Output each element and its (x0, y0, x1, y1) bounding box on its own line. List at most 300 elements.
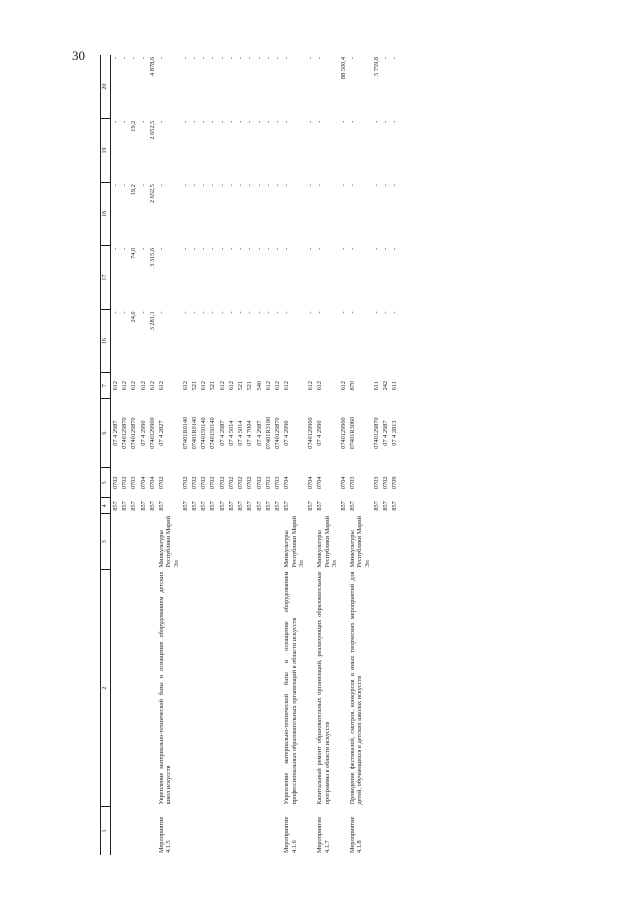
ministry-code-cell: 857 (227, 501, 235, 511)
amount-cell-18: - (382, 184, 390, 187)
amount-cell-16: - (274, 311, 282, 314)
amount-cell-18: - (307, 184, 315, 187)
amount-cell-16: - (283, 311, 291, 314)
amount-cell-18: 19,2 (130, 184, 138, 196)
amount-cell-17: - (382, 247, 390, 250)
executor-cell (208, 514, 217, 569)
amount-cell-17: - (283, 247, 291, 250)
amount-cell-17: - (349, 247, 357, 250)
executor-cell (339, 514, 348, 569)
ministry-code-cell: 857 (111, 501, 119, 511)
expense-type-cell: 612 (274, 380, 282, 391)
amount-cell-20: - (283, 57, 291, 60)
amount-cell-16: - (158, 311, 166, 314)
amount-cell-18: - (283, 184, 291, 187)
column-header: 1 (101, 806, 111, 855)
description-cell: Капитальный ремонт образовательных организаций, реализующих образовательные программы в области искусств (316, 571, 331, 805)
amount-cell-19: - (316, 120, 324, 123)
amount-cell-16: - (191, 311, 198, 314)
executor-cell (148, 514, 157, 569)
section-code-cell: 0702 (255, 476, 263, 490)
amount-cell-20: - (111, 57, 119, 60)
table-row (245, 55, 254, 855)
amount-cell-18: - (349, 184, 357, 187)
executor-cell (273, 514, 282, 569)
amount-cell-18: - (158, 184, 166, 187)
section-code-cell: 0703 (349, 476, 357, 490)
table-row (372, 55, 381, 855)
table-row (315, 55, 339, 855)
section-code-cell: 0702 (200, 476, 208, 490)
amount-cell-18: - (391, 184, 399, 187)
expense-type-cell: 612 (200, 380, 208, 391)
measure-cell (245, 806, 254, 855)
amount-cell-19: - (181, 120, 189, 123)
section-code-cell: 0702 (209, 476, 217, 490)
expense-type-cell: 611 (391, 381, 399, 391)
description-cell (372, 569, 381, 806)
table-row (390, 55, 399, 855)
amount-cell-20: - (274, 57, 282, 60)
expense-type-cell: 870 (349, 380, 357, 391)
target-code-cell: 07 4 2987 (111, 420, 119, 446)
description-cell (339, 569, 348, 806)
target-code-cell: 0740129900 (339, 417, 347, 449)
column-header: 19 (101, 119, 111, 183)
description-cell: Проведение фестивалей, смотров, конкурсов и иных творческих мероприятий для детей, обучающихся в детских школах искусств (349, 571, 364, 805)
column-header: 6 (101, 398, 111, 467)
expense-type-cell: 612 (111, 380, 119, 391)
table-row (110, 55, 120, 855)
column-header: 20 (101, 55, 111, 119)
amount-cell-19: - (237, 120, 245, 123)
ministry-code-cell: 857 (191, 501, 198, 511)
amount-cell-17: - (121, 247, 129, 250)
column-header: 2 (101, 569, 111, 806)
expense-type-cell: 612 (339, 380, 347, 391)
target-code-cell: 07 4 2990 (316, 420, 324, 446)
table-row (157, 55, 181, 855)
expense-type-cell: 612 (181, 380, 189, 391)
measure-cell (110, 806, 120, 855)
table-row (208, 55, 217, 855)
table-row (236, 55, 245, 855)
amount-cell-16: 24,0 (130, 311, 138, 323)
executor-cell: Минкультуры Республики Марий Эл (316, 516, 338, 568)
target-code-cell: 07 4 2827 (158, 420, 166, 446)
description-cell (255, 569, 264, 806)
budget-table (100, 55, 400, 855)
description-cell (236, 569, 245, 806)
table-row (348, 55, 372, 855)
amount-cell-18: - (191, 184, 198, 187)
table-row (381, 55, 390, 855)
measure-cell (218, 806, 227, 855)
amount-cell-19: - (111, 120, 119, 123)
amount-cell-18: - (111, 184, 119, 187)
amount-cell-19: - (372, 120, 380, 123)
section-code-cell: 0703 (264, 476, 272, 490)
amount-cell-16: - (264, 311, 272, 314)
expense-type-cell: 612 (148, 380, 156, 391)
amount-cell-16: - (237, 311, 245, 314)
table-body (110, 55, 399, 855)
executor-cell (236, 514, 245, 569)
target-code-cell: 07 4 2987 (218, 420, 226, 446)
amount-cell-19: - (227, 120, 235, 123)
amount-cell-16: - (181, 311, 189, 314)
executor-cell (129, 514, 138, 569)
measure-cell: Мероприятие 4.1.7 (316, 816, 331, 853)
ministry-code-cell: 857 (349, 501, 357, 511)
description-cell (227, 569, 236, 806)
executor-cell (381, 514, 390, 569)
table-row (227, 55, 236, 855)
description-cell (129, 569, 138, 806)
amount-cell-16: 3 281,1 (148, 311, 156, 331)
expense-type-cell: 521 (237, 380, 245, 391)
amount-cell-16: - (316, 311, 324, 314)
ministry-code-cell: 857 (181, 501, 189, 511)
amount-cell-19: - (139, 120, 147, 123)
amount-cell-19: 2 652,5 (148, 120, 156, 140)
column-header: 7 (101, 373, 111, 398)
amount-cell-18: - (316, 184, 324, 187)
amount-cell-17: - (209, 247, 217, 250)
section-code-cell: 0704 (339, 476, 347, 490)
amount-cell-16: - (349, 311, 357, 314)
ministry-code-cell: 857 (391, 501, 399, 511)
ministry-code-cell: 857 (218, 501, 226, 511)
amount-cell-20: - (227, 57, 235, 60)
description-cell (245, 569, 254, 806)
description-cell (390, 569, 399, 806)
expense-type-cell: 612 (121, 380, 129, 391)
executor-cell (218, 514, 227, 569)
expense-type-cell: 612 (264, 380, 272, 391)
target-code-cell: 07 4 2990 (139, 420, 147, 446)
section-code-cell: 0704 (148, 476, 156, 490)
amount-cell-18: - (264, 184, 272, 187)
table-row (282, 55, 306, 855)
target-code-cell: 0740150140 (200, 417, 208, 449)
expense-type-cell: 540 (255, 380, 263, 391)
amount-cell-19: - (246, 120, 254, 123)
column-header: 16 (101, 309, 111, 373)
expense-type-cell: 612 (158, 380, 166, 391)
amount-cell-18: - (209, 184, 217, 187)
amount-cell-17: - (255, 247, 263, 250)
executor-cell (199, 514, 208, 569)
amount-cell-16: - (246, 311, 254, 314)
amount-cell-17: - (339, 247, 347, 250)
expense-type-cell: 521 (246, 380, 254, 391)
amount-cell-19: - (274, 120, 282, 123)
table-row (129, 55, 138, 855)
section-code-cell: 0702 (181, 476, 189, 490)
description-cell (264, 569, 273, 806)
amount-cell-18: - (181, 184, 189, 187)
amount-cell-17: - (158, 247, 166, 250)
ministry-code-cell: 857 (382, 501, 390, 511)
measure-cell: Мероприятие 4.1.6 (283, 816, 298, 853)
section-code-cell: 0702 (227, 476, 235, 490)
measure-cell (236, 806, 245, 855)
amount-cell-18: - (200, 184, 208, 187)
amount-cell-17: - (200, 247, 208, 250)
amount-cell-20: - (391, 57, 399, 60)
measure-cell (381, 806, 390, 855)
amount-cell-17: - (246, 247, 254, 250)
amount-cell-20: - (200, 57, 208, 60)
amount-cell-20: - (121, 57, 129, 60)
amount-cell-17: - (316, 247, 324, 250)
amount-cell-17: - (307, 247, 315, 250)
target-code-cell: 07401R0140 (181, 416, 189, 450)
column-header: 5 (101, 468, 111, 498)
header-row (101, 55, 111, 855)
measure-cell: Мероприятие 4.1.5 (158, 816, 173, 853)
target-code-cell: 07 4 2813 (391, 420, 399, 446)
amount-cell-17: - (218, 247, 226, 250)
measure-cell (264, 806, 273, 855)
section-code-cell: 0703 (372, 476, 380, 490)
column-header: 4 (101, 498, 111, 514)
amount-cell-20: 5 759,8 (372, 57, 380, 76)
target-code-cell: 07401R3060 (349, 416, 357, 450)
column-header: 17 (101, 246, 111, 310)
table-row (339, 55, 348, 855)
amount-cell-16: - (121, 311, 129, 314)
section-code-cell: 0704 (139, 476, 147, 490)
amount-cell-19: - (191, 120, 198, 123)
description-cell (199, 569, 208, 806)
executor-cell (372, 514, 381, 569)
amount-cell-17: - (181, 247, 189, 250)
expense-type-cell: 612 (316, 380, 324, 391)
amount-cell-19: - (200, 120, 208, 123)
measure-cell (273, 806, 282, 855)
amount-cell-18: - (121, 184, 129, 187)
measure-cell (227, 806, 236, 855)
executor-cell: Минкультуры Республики Марий Эл (158, 516, 180, 568)
table-row (306, 55, 315, 855)
section-code-cell: 0702 (111, 476, 119, 490)
executor-cell (139, 514, 148, 569)
expense-type-cell: 612 (283, 380, 291, 391)
section-code-cell: 0702 (158, 476, 166, 490)
measure-cell (339, 806, 348, 855)
amount-cell-19: - (121, 120, 129, 123)
description-cell: Укрепление материально-технической базы и оснащение оборудованием детских школ искусств (158, 571, 173, 805)
amount-cell-16: - (255, 311, 263, 314)
ministry-code-cell: 857 (148, 501, 156, 511)
amount-cell-16: - (139, 311, 147, 314)
ministry-code-cell: 857 (246, 501, 254, 511)
description-cell (381, 569, 390, 806)
amount-cell-20: - (130, 57, 138, 60)
amount-cell-17: - (274, 247, 282, 250)
section-code-cell: 0709 (391, 476, 399, 490)
measure-cell (199, 806, 208, 855)
amount-cell-17: - (391, 247, 399, 250)
measure-cell (372, 806, 381, 855)
amount-cell-16: - (339, 311, 347, 314)
table-row (148, 55, 157, 855)
amount-cell-20: - (246, 57, 254, 60)
table-row (199, 55, 208, 855)
ministry-code-cell: 857 (158, 501, 166, 511)
amount-cell-16: - (209, 311, 217, 314)
target-code-cell: 07 4 5014 (237, 420, 245, 446)
amount-cell-17: - (372, 247, 380, 250)
amount-cell-20: - (382, 57, 390, 60)
amount-cell-18: - (372, 184, 380, 187)
ministry-code-cell: 857 (339, 501, 347, 511)
expense-type-cell: 612 (130, 380, 138, 391)
amount-cell-20: - (191, 57, 198, 60)
expense-type-cell: 611 (372, 381, 380, 391)
amount-cell-20: - (181, 57, 189, 60)
measure-cell (129, 806, 138, 855)
description-cell (190, 569, 199, 806)
target-code-cell: 07 4 7004 (246, 420, 254, 446)
ministry-code-cell: 857 (209, 501, 217, 511)
ministry-code-cell: 857 (264, 501, 272, 511)
expense-type-cell: 612 (227, 380, 235, 391)
amount-cell-18: - (274, 184, 282, 187)
executor-cell: Минкультуры Республики Марий Эл (349, 516, 371, 568)
amount-cell-18: - (227, 184, 235, 187)
amount-cell-19: - (307, 120, 315, 123)
measure-cell (139, 806, 148, 855)
amount-cell-20: - (255, 57, 263, 60)
target-code-cell: 07 4 2987 (382, 420, 390, 446)
target-code-cell: 0740150140 (209, 417, 217, 449)
section-code-cell: 0704 (307, 476, 315, 490)
description-cell (139, 569, 148, 806)
executor-cell (306, 514, 315, 569)
target-code-cell: 07 4 2987 (255, 420, 263, 446)
amount-cell-16: - (200, 311, 208, 314)
amount-cell-18: - (255, 184, 263, 187)
description-cell (218, 569, 227, 806)
amount-cell-16: - (372, 311, 380, 314)
target-code-cell: 0740129900 (307, 417, 315, 449)
expense-type-cell: 242 (382, 380, 390, 391)
executor-cell (110, 514, 120, 569)
executor-cell (190, 514, 199, 569)
measure-cell (148, 806, 157, 855)
description-cell (273, 569, 282, 806)
amount-cell-18: - (218, 184, 226, 187)
amount-cell-17: - (191, 247, 198, 250)
amount-cell-19: - (349, 120, 357, 123)
ministry-code-cell: 857 (237, 501, 245, 511)
table-row (139, 55, 148, 855)
section-code-cell: 0702 (237, 476, 245, 490)
amount-cell-18: 2 652,5 (148, 184, 156, 204)
ministry-code-cell: 857 (121, 501, 129, 511)
table-row (218, 55, 227, 855)
description-cell (181, 569, 190, 806)
column-header: 3 (101, 514, 111, 569)
section-code-cell: 0702 (382, 476, 390, 490)
table-row (264, 55, 273, 855)
amount-cell-18: - (246, 184, 254, 187)
executor-cell (181, 514, 190, 569)
description-cell (120, 569, 129, 806)
amount-cell-16: - (307, 311, 315, 314)
amount-cell-20: - (307, 57, 315, 60)
executor-cell (120, 514, 129, 569)
ministry-code-cell: 857 (307, 501, 315, 511)
expense-type-cell: 612 (307, 380, 315, 391)
amount-cell-16: - (391, 311, 399, 314)
section-code-cell: 0704 (316, 476, 324, 490)
ministry-code-cell: 857 (283, 501, 291, 511)
table-row (120, 55, 129, 855)
amount-cell-19: - (339, 120, 347, 123)
executor-cell (245, 514, 254, 569)
ministry-code-cell: 857 (274, 501, 282, 511)
page-number: 30 (72, 48, 85, 63)
target-code-cell: 0740129900 (148, 417, 156, 449)
table-row (255, 55, 264, 855)
executor-cell: Минкультуры Республики Марий Эл (283, 516, 305, 568)
amount-cell-19: - (264, 120, 272, 123)
section-code-cell: 0702 (121, 476, 129, 490)
amount-cell-17: - (139, 247, 147, 250)
executor-cell (255, 514, 264, 569)
expense-type-cell: 612 (139, 380, 147, 391)
amount-cell-19: - (382, 120, 390, 123)
rotated-table-sheet (100, 55, 620, 855)
ministry-code-cell: 857 (316, 501, 324, 511)
amount-cell-20: - (264, 57, 272, 60)
amount-cell-17: 3 315,6 (148, 247, 156, 267)
table-row (181, 55, 190, 855)
amount-cell-16: - (111, 311, 119, 314)
amount-cell-20: - (316, 57, 324, 60)
section-code-cell: 0703 (274, 476, 282, 490)
target-code-cell: 0740129870 (274, 417, 282, 449)
measure-cell (255, 806, 264, 855)
amount-cell-19: - (391, 120, 399, 123)
expense-type-cell: 612 (218, 380, 226, 391)
section-code-cell: 0704 (283, 476, 291, 490)
description-cell (148, 569, 157, 806)
amount-cell-17: - (264, 247, 272, 250)
target-code-cell: 0740129870 (130, 417, 138, 449)
description-cell (306, 569, 315, 806)
measure-cell (306, 806, 315, 855)
measure-cell (120, 806, 129, 855)
amount-cell-17: 74,0 (130, 247, 138, 259)
amount-cell-20: - (209, 57, 217, 60)
amount-cell-19: - (255, 120, 263, 123)
ministry-code-cell: 857 (200, 501, 208, 511)
ministry-code-cell: 857 (130, 501, 138, 511)
amount-cell-18: - (237, 184, 245, 187)
amount-cell-18: - (339, 184, 347, 187)
table-row (190, 55, 199, 855)
amount-cell-19: 19,2 (130, 120, 138, 132)
target-code-cell: 07401R0140 (191, 416, 198, 450)
amount-cell-20: - (237, 57, 245, 60)
target-code-cell: 0740129870 (372, 417, 380, 449)
amount-cell-18: - (139, 184, 147, 187)
